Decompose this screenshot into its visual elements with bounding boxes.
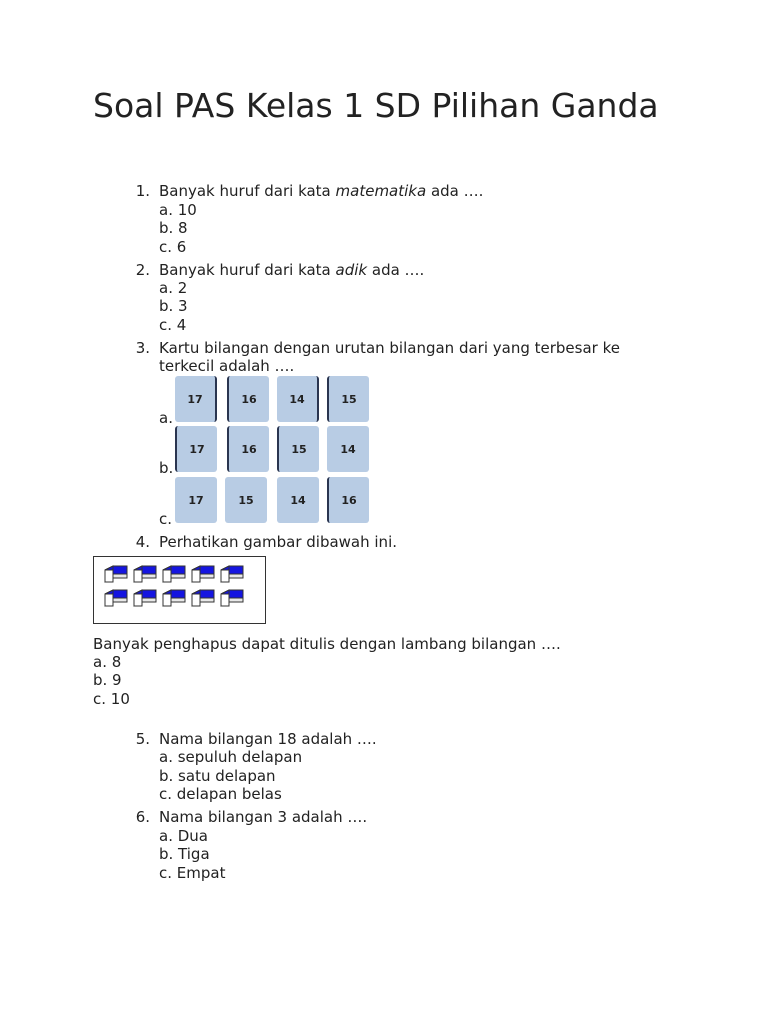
number-card: 17: [175, 376, 217, 422]
q3-option-b-cards: [173, 426, 373, 474]
q5-text: Nama bilangan 18 adalah ….: [159, 730, 377, 748]
q1-number: 1.: [135, 182, 150, 200]
q2-number: 2.: [135, 261, 150, 279]
q2-text-pre: Banyak huruf dari kata: [159, 261, 336, 279]
page-title: Soal PAS Kelas 1 SD Pilihan Ganda: [93, 86, 659, 125]
number-card: 14: [277, 477, 319, 523]
number-card: 15: [277, 426, 319, 472]
q2-option-c: c. 4: [159, 316, 187, 334]
eraser-picture: [93, 556, 266, 624]
eraser-icon: [161, 562, 187, 584]
eraser-icon: [190, 586, 216, 608]
q2-option-b: b. 3: [159, 297, 188, 315]
q3-number: 3.: [135, 339, 150, 357]
q5-number: 5.: [135, 730, 150, 748]
number-card: 16: [227, 376, 269, 422]
q4-question: Banyak penghapus dapat ditulis dengan lambang bilangan ….: [93, 635, 561, 653]
number-card: 17: [175, 426, 217, 472]
q6-option-c: c. Empat: [159, 864, 226, 882]
q6-text: Nama bilangan 3 adalah ….: [159, 808, 368, 826]
eraser-icon: [103, 586, 129, 608]
eraser-icon: [103, 562, 129, 584]
q1-option-b: b. 8: [159, 219, 188, 237]
q4-option-b: b. 9: [93, 671, 122, 689]
q4-option-c: c. 10: [93, 690, 130, 708]
number-card: 16: [327, 477, 369, 523]
number-card: 15: [327, 376, 369, 422]
eraser-icon: [219, 586, 245, 608]
number-card: 15: [225, 477, 267, 523]
q4-number: 4.: [135, 533, 150, 551]
q2-option-a: a. 2: [159, 279, 188, 297]
eraser-icon: [132, 586, 158, 608]
q3-option-c-cards: [173, 477, 373, 525]
q3-text-line1: Kartu bilangan dengan urutan bilangan dari yang terbesar ke: [159, 339, 620, 357]
eraser-icon: [132, 562, 158, 584]
q1-option-a: a. 10: [159, 201, 197, 219]
q2-text-post: ada ….: [367, 261, 425, 279]
q4-text: Perhatikan gambar dibawah ini.: [159, 533, 398, 551]
q5-option-a: a. sepuluh delapan: [159, 748, 303, 766]
q5-option-b: b. satu delapan: [159, 767, 276, 785]
number-card: 14: [277, 376, 319, 422]
number-card: 14: [327, 426, 369, 472]
q1-text-word: matematika: [335, 182, 427, 200]
number-card: 17: [175, 477, 217, 523]
q3-option-a-label: a.: [159, 409, 173, 427]
q3-option-b-label: b.: [159, 459, 174, 477]
number-card: 16: [227, 426, 269, 472]
q3-text-line2: terkecil adalah ….: [159, 357, 295, 375]
eraser-icon: [190, 562, 216, 584]
q3-option-c-label: c.: [159, 510, 173, 528]
eraser-icon: [219, 562, 245, 584]
q6-number: 6.: [135, 808, 150, 826]
q4-option-a: a. 8: [93, 653, 122, 671]
q6-option-b: b. Tiga: [159, 845, 210, 863]
q2-text-word: adik: [335, 261, 368, 279]
q1-text: [159, 182, 483, 200]
eraser-icon: [161, 586, 187, 608]
q5-option-c: c. delapan belas: [159, 785, 282, 803]
q6-option-a: a. Dua: [159, 827, 208, 845]
q1-text-post: ada ….: [426, 182, 484, 200]
q2-text: [159, 261, 424, 279]
q1-text-pre: Banyak huruf dari kata: [159, 182, 336, 200]
q3-option-a-cards: [173, 376, 373, 424]
q1-option-c: c. 6: [159, 238, 187, 256]
